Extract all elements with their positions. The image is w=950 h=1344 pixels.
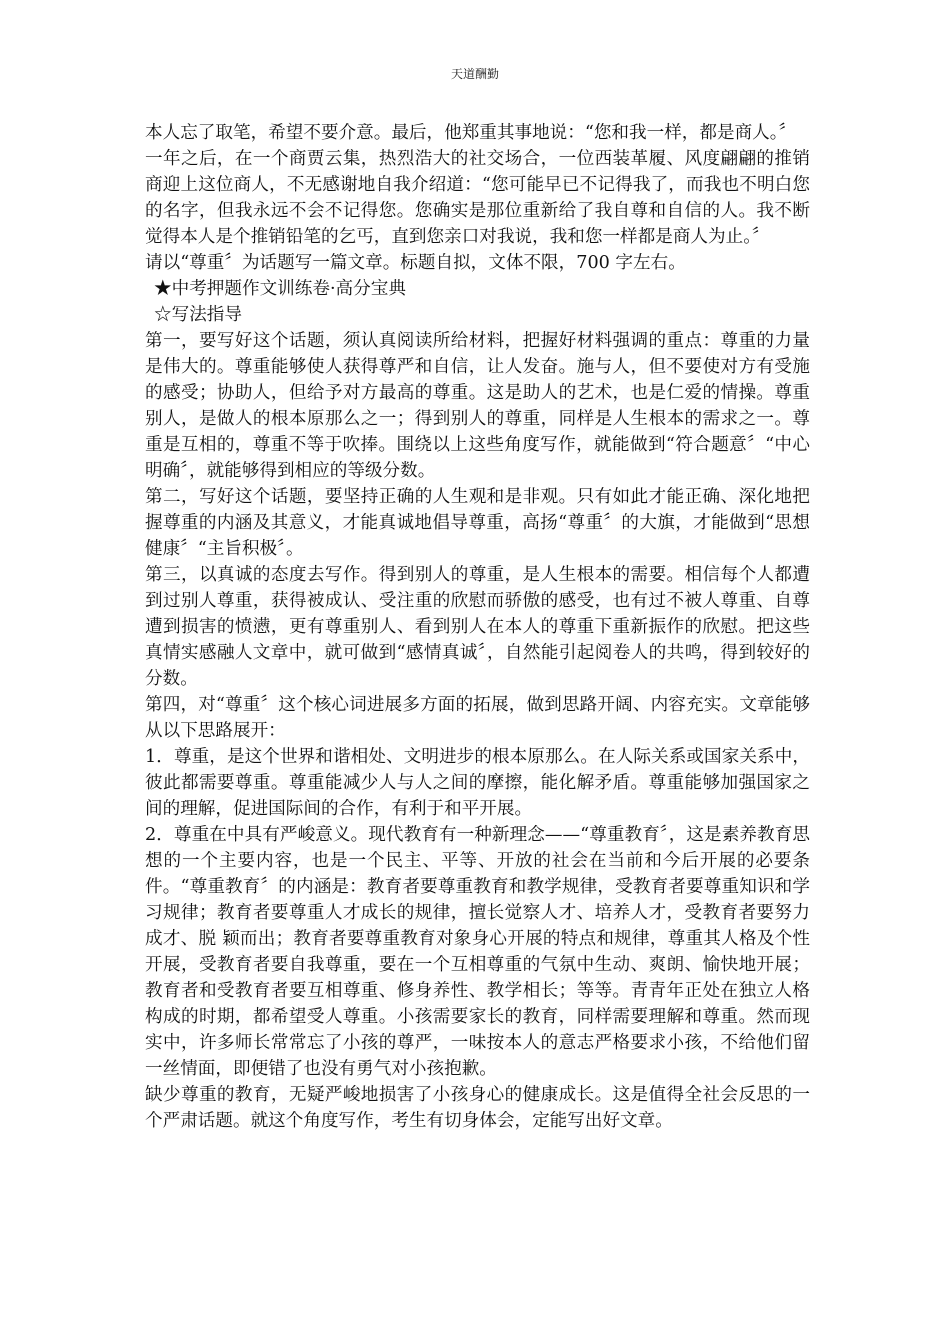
document-body [145, 120, 810, 1134]
paragraph-point-4: 第四，对“尊重〞这个核心词进展多方面的拓展，做到思路开阔、内容充实。文章能够从以下思路展开： [145, 695, 810, 741]
paragraph-idea-2: 2．尊重在中具有严峻意义。现代教育有一种新理念——“尊重教育〞，这是素养教育思想的一个主要内容，也是一个民主、平等、开放的社会在当前和今后开展的必要条件。“尊重教育〞的内涵是：教育者要尊重教育和教学规律，受教育者要尊重知识和学习规律；教育者要尊重人才成长的规律，擅长觉察人才、培养人才，受教育者要努力成才、脱 颖而出；教育者要尊重教育对象身心开展的特点和规律，尊重其人格及个性开展，受教育者要自我尊重，要在一个互相尊重的气氛中生动、爽朗、愉快地开展；教育者和受教育者要互相尊重、修身养性、教学相长；等等。青青年正处在独立人格构成的时期，都希望受人尊重。小孩需要家长的教育，同样需要理解和尊重。然而现实中，许多师长常常忘了小孩的尊严，一味按本人的意志严格要求小孩，不给他们留一丝情面，即便错了也没有勇气对小孩抱歉。 [145, 825, 810, 1079]
paragraph-story-sequel: 一年之后，在一个商贾云集，热烈浩大的社交场合，一位西装革履、风度翩翩的推销商迎上这位商人，不无感谢地自我介绍道：“您可能早已不记得我了，而我也不明白您的名字，但我永远不会不记得您。您确实是那位重新给了我自尊和自信的人。我不断觉得本人是个推销铅笔的乞丐，直到您亲口对我说，我和您一样都是商人为止。〞 [145, 149, 810, 247]
paragraph-point-2: 第二，写好这个话题，要坚持正确的人生观和是非观。只有如此才能正确、深化地把握尊重的内涵及其意义，才能真诚地倡导尊重，高扬“尊重〞的大旗，才能做到“思想健康〞“主旨积极〞。 [145, 487, 810, 559]
paragraph-point-1: 第一，要写好这个话题，须认真阅读所给材料，把握好材料强调的重点：尊重的力量是伟大的。尊重能够使人获得尊严和自信，让人发奋。施与人，但不要使对方有受施的感受；协助人，但给予对方最高的尊重。这是助人的艺术，也是仁爱的情操。尊重别人，是做人的根本原那么之一；得到别人的尊重，同样是人生根本的需求之一。尊重是互相的，尊重不等于吹捧。围绕以上这些角度写作，就能做到“符合题意〞“中心明确〞，就能够得到相应的等级分数。 [145, 331, 810, 481]
subsection-title: ☆写法指导 [154, 305, 242, 325]
paragraph-idea-1: 1．尊重，是这个世界和谐相处、文明进步的根本原那么。在人际关系或国家关系中，彼此都需要尊重。尊重能减少人与人之间的摩擦，能化解矛盾。尊重能够加强国家之间的理解，促进国际间的合作，有利于和平开展。 [145, 747, 810, 819]
paragraph-story-end: 本人忘了取笔，希望不要介意。最后，他郑重其事地说：“您和我一样，都是商人。〞 [145, 123, 797, 143]
paragraph-point-3: 第三，以真诚的态度去写作。得到别人的尊重，是人生根本的需要。相信每个人都遭到过别人尊重，获得被成认、受注重的欣慰而骄傲的感受，也有过不被人尊重、自尊遭到损害的愤懑，更有尊重别人、看到别人在本人的尊重下重新振作的欣慰。把这些真情实感融人文章中，就可做到“感情真诚〞，自然能引起阅卷人的共鸣，得到较好的分数。 [145, 565, 810, 689]
paragraph-conclusion: 缺少尊重的教育，无疑严峻地损害了小孩身心的健康成长。这是值得全社会反思的一个严肃话题。就这个角度写作，考生有切身体会，定能写出好文章。 [145, 1085, 810, 1131]
section-title: ★中考押题作文训练卷·高分宝典 [154, 279, 406, 299]
paragraph-prompt: 请以“尊重〞为话题写一篇文章。标题自拟，文体不限，700 字左右。 [145, 253, 686, 273]
page-header: 天道酬勤 [450, 67, 499, 81]
